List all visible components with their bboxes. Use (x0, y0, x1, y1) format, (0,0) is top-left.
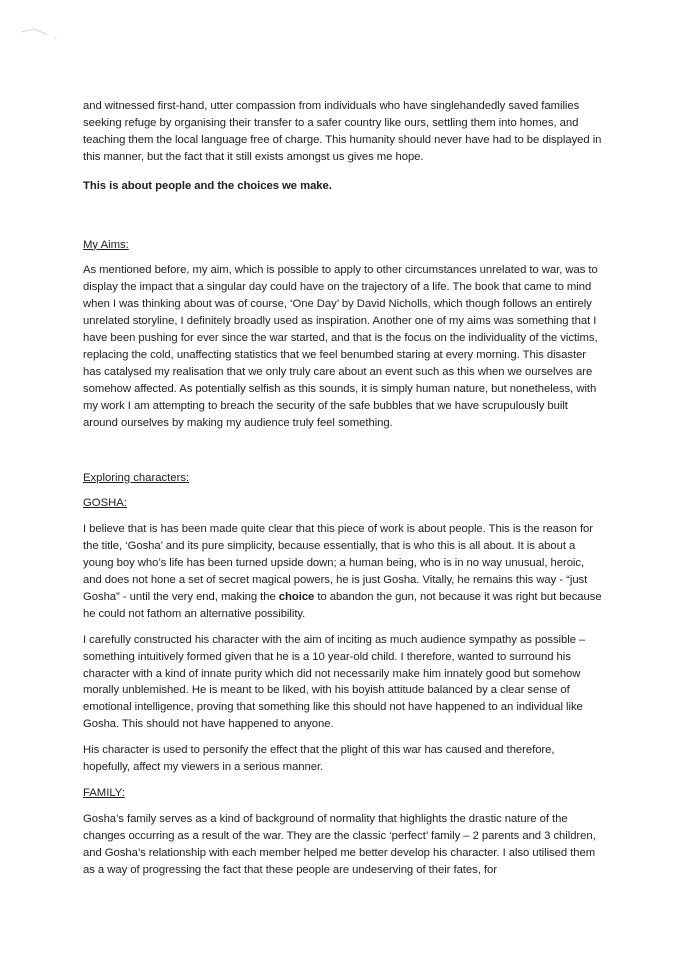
gosha-paragraph-3: His character is used to personify the effect that the plight of this war has caused and therefore, hopefully, affect my viewers in a serious manner. (83, 744, 555, 774)
family-heading: FAMILY: (83, 787, 125, 799)
gosha-paragraph-1 (83, 521, 603, 622)
gosha-heading: GOSHA: (83, 497, 127, 510)
document-page (83, 98, 603, 879)
key-statement: This is about people and the choices we make. (83, 179, 332, 192)
aims-heading: My Aims: (83, 238, 129, 251)
gosha-paragraph-1-end: to abandon the gun, not because it was right but because he could not fathom an alternative possibility. (83, 590, 602, 620)
choice-emphasis: choice (278, 590, 315, 603)
aims-paragraph: As mentioned before, my aim, which is possible to apply to other circumstances unrelated to war, was to display the impact that a singular day could have on the trajectory of a life. The book that came to mind when I was thinking about was of course, ‘One Day’ by David Nicholls, which though follows an entirely unrelated storyline, I definitely broadly used as inspiration. Another one of my aims was something that I have been pushing for ever since the war started, and that is the focus on the individuality of the victims, replacing the cold, unaffecting statistics that we feel benumbed staring at every morning. This disaster has catalysed my realisation that we only truly care about an event such as this when we ourselves are somehow affected. As potentially selfish as this sounds, it is simply human nature, but nonetheless, with my work I am attempting to breach the security of the safe bubbles that we have scrupulously built around ourselves by making my audience truly feel something. (83, 264, 598, 429)
intro-paragraph: and witnessed first-hand, utter compassion from individuals who have singlehandedly saved families seeking refuge by organising their transfer to a safer country like ours, settling them into homes, and teaching them the local language free of charge. This humanity should never have had to be displayed in this manner, but the fact that it still exists amongst us gives me hope. (83, 100, 602, 163)
gosha-paragraph-1-start: I believe that is has been made quite clear that this piece of work is about people. This is the reason for the title, ‘Gosha’ and its pure simplicity, because essentially, that is who this is all about. It is about a young boy who’s life has been turned upside down; a human being, who is in no way unusual, heroic, and does not hone a set of secret magical powers, he is just Gosha. Vitally, he remains this way - “just Gosha” - until the very end, making the (83, 523, 594, 603)
scan-artifact-mark (20, 26, 60, 40)
exploring-characters-heading: Exploring characters: (83, 471, 190, 484)
family-paragraph: Gosha’s family serves as a kind of background of normality that highlights the drastic nature of the changes occurring as a result of the war. They are the classic ‘perfect’ family – 2 parents and 3 children, and Gosha’s relationship with each member helped me better develop his character. I also utilised them as a way of progressing the fact that these people are undeserving of their fates, for (83, 812, 596, 876)
gosha-paragraph-2: I carefully constructed his character with the aim of inciting as much audience sympathy as possible – something intuitively formed given that he is a 10 year-old child. I therefore, wanted to surround his character with a kind of innate purity which did not necessarily make him innately good but somehow morally unblemished. He is meant to be liked, with his boyish attitude balanced by a clear sense of emotional intelligence, proving that something like this should not have happened to an individual like Gosha. This should not have happened to anyone. (83, 633, 586, 731)
